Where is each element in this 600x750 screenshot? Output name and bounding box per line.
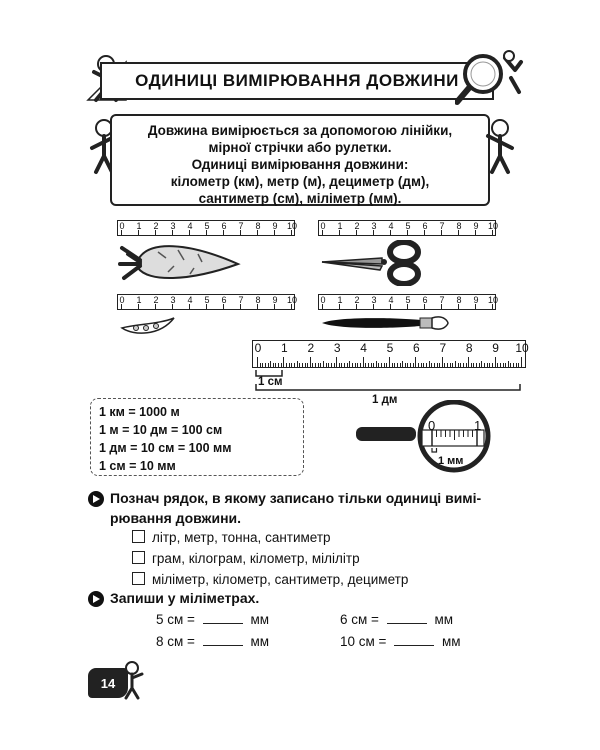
task1-prompt-line-2: рювання довжини.: [110, 510, 242, 526]
mascot-puzzle-icon: [120, 660, 146, 700]
ruler-minor-tick: [407, 363, 408, 367]
ruler-tick-label: 5: [204, 295, 210, 305]
ruler-minor-tick: [318, 363, 319, 367]
ruler-pod: [117, 294, 298, 310]
ruler-tick-label: 10: [286, 221, 298, 231]
option-2-text: грам, кілограм, кілометр, мілілітр: [152, 551, 360, 566]
ruler-tick-label: 0: [119, 295, 125, 305]
ruler-minor-tick: [312, 363, 313, 367]
ruler-tick-mark: [336, 357, 337, 367]
ruler-tick-label: 0: [320, 295, 326, 305]
ruler-tick-label: 10: [487, 221, 499, 231]
ruler-tick-mark: [415, 357, 416, 367]
ruler-minor-tick: [426, 363, 427, 367]
equation-10cm[interactable]: [340, 634, 461, 649]
ruler-tick-mark: [468, 357, 469, 367]
ruler-minor-tick: [510, 363, 511, 367]
ruler-tick-label: 3: [371, 295, 377, 305]
magnifier-label-1-mm: 1 мм: [438, 455, 464, 467]
ruler-minor-tick: [473, 363, 474, 367]
ruler-tick-label: 4: [388, 295, 394, 305]
ruler-tick-label: 1: [337, 295, 343, 305]
ruler-minor-tick: [260, 363, 261, 367]
ruler-tick-mark: [310, 357, 311, 367]
ruler-minor-tick: [297, 361, 298, 367]
magnifier-mascot-icon: [455, 48, 525, 106]
ruler-tick-label: 2: [354, 221, 360, 231]
ruler-minor-tick: [413, 363, 414, 367]
intro-line-4: кілометр (км), метр (м), дециметр (дм),: [170, 174, 430, 189]
units-box: [90, 398, 304, 476]
ruler-carrot: [117, 220, 298, 236]
task1-option-3[interactable]: [132, 572, 408, 587]
ruler-bracket-dm: [254, 382, 526, 394]
ruler-minor-tick: [268, 363, 269, 367]
ruler-tick-label: 8: [255, 221, 261, 231]
ruler-tick-mark: [283, 357, 284, 367]
ruler-minor-tick: [455, 361, 456, 367]
ruler-tick-label: 6: [422, 295, 428, 305]
task1-prompt-line-1: Познач рядок, в якому записано тільки одиниці вимі-: [110, 490, 482, 506]
ruler-minor-tick: [394, 363, 395, 367]
equation-6cm[interactable]: [340, 612, 453, 627]
ruler-tick-mark: [389, 357, 390, 367]
ruler-minor-tick: [429, 361, 430, 367]
ruler-minor-tick: [386, 363, 387, 367]
ruler-minor-tick: [320, 363, 321, 367]
ruler-tick-label: 10: [515, 341, 529, 355]
ruler-minor-tick: [439, 363, 440, 367]
ruler-minor-tick: [273, 363, 274, 367]
ruler-brush: [318, 294, 499, 310]
ruler-minor-tick: [299, 363, 300, 367]
ruler-minor-tick: [508, 361, 509, 367]
ruler-tick-label: 9: [473, 295, 479, 305]
ruler-tick-label: 5: [386, 341, 394, 355]
ruler-minor-tick: [418, 363, 419, 367]
ruler-tick-mark: [495, 357, 496, 367]
ruler-tick-label: 10: [286, 295, 298, 305]
ruler-tick-label: 1: [136, 221, 142, 231]
ruler-minor-tick: [466, 363, 467, 367]
ruler-minor-tick: [307, 363, 308, 367]
ruler-minor-tick: [421, 363, 422, 367]
option-3-text: міліметр, кілометр, сантиметр, дециметр: [152, 572, 409, 587]
ruler-tick-label: 5: [405, 295, 411, 305]
ruler-minor-tick: [278, 363, 279, 367]
ruler-tick-label: 7: [238, 221, 244, 231]
ruler-tick-label: 7: [439, 341, 447, 355]
ruler-minor-tick: [405, 363, 406, 367]
equation-left: 10 см =: [340, 634, 387, 649]
ruler-tick-label: 5: [405, 221, 411, 231]
intro-line-1: Довжина вимірюється за допомогою лінійки,: [147, 123, 453, 138]
ruler-minor-tick: [503, 363, 504, 367]
unit-fact-dm: 1 дм = 10 см = 100 мм: [99, 441, 232, 455]
ruler-minor-tick: [384, 363, 385, 367]
ruler-minor-tick: [289, 363, 290, 367]
ruler-minor-tick: [352, 363, 353, 367]
ruler-minor-tick: [331, 363, 332, 367]
equation-unit: мм: [250, 634, 270, 649]
ruler-tick-mark: [442, 357, 443, 367]
unit-fact-cm: 1 см = 10 мм: [99, 459, 176, 473]
ruler-tick-label: 9: [473, 221, 479, 231]
ruler-minor-tick: [437, 363, 438, 367]
ruler-minor-tick: [368, 363, 369, 367]
equation-left: 5 см =: [156, 612, 195, 627]
mascot-scroll-right-icon: [482, 118, 516, 176]
ruler-tick-label: 4: [187, 295, 193, 305]
ruler-tick-label: 3: [333, 341, 341, 355]
ruler-tick-label: 4: [360, 341, 367, 355]
equation-unit: мм: [434, 612, 454, 627]
ruler-tick-label: 2: [354, 295, 360, 305]
ruler-minor-tick: [471, 363, 472, 367]
ruler-tick-mark: [363, 357, 364, 367]
task2-prompt: [88, 590, 259, 607]
ruler-minor-tick: [360, 363, 361, 367]
ruler-tick-label: 3: [170, 221, 176, 231]
task1-prompt: [88, 488, 528, 528]
ruler-tick-label: 5: [204, 221, 210, 231]
magnifier-icon: [354, 400, 494, 480]
equation-unit: мм: [441, 634, 461, 649]
ruler-minor-tick: [400, 363, 401, 367]
ruler-minor-tick: [376, 361, 377, 367]
ruler-tick-label: 3: [371, 221, 377, 231]
intro-line-2: мірної стрічки або рулетки.: [208, 140, 392, 155]
ruler-tick-mark: [521, 357, 522, 367]
ruler-minor-tick: [294, 363, 295, 367]
ruler-minor-tick: [513, 363, 514, 367]
ruler-tick-label: 6: [221, 295, 227, 305]
unit-fact-km: 1 км = 1000 м: [99, 405, 180, 419]
ruler-minor-tick: [344, 363, 345, 367]
ruler-minor-tick: [497, 363, 498, 367]
option-1-text: літр, метр, тонна, сантиметр: [152, 530, 331, 545]
ruler-minor-tick: [339, 363, 340, 367]
ruler-minor-tick: [487, 363, 488, 367]
task1-option-1[interactable]: [132, 530, 331, 545]
ruler-minor-tick: [450, 363, 451, 367]
equation-unit: мм: [250, 612, 270, 627]
magnifier-tick-0: 0: [428, 418, 436, 433]
ruler-tick-label: 7: [439, 295, 445, 305]
ruler-minor-tick: [481, 361, 482, 367]
ruler-minor-tick: [452, 363, 453, 367]
page-title: ОДИНИЦІ ВИМІРЮВАННЯ ДОВЖИНИ: [100, 62, 494, 100]
ruler-minor-tick: [355, 363, 356, 367]
ruler-minor-tick: [518, 363, 519, 367]
ruler-minor-tick: [434, 363, 435, 367]
ruler-tick-label: 2: [307, 341, 315, 355]
ruler-minor-tick: [365, 363, 366, 367]
ruler-tick-label: 9: [272, 295, 278, 305]
ruler-minor-tick: [323, 361, 324, 367]
ruler-tick-label: 10: [487, 295, 499, 305]
ruler-tick-label: 4: [388, 221, 394, 231]
checkbox-option-1[interactable]: [132, 530, 145, 543]
ruler-minor-tick: [479, 363, 480, 367]
ruler-minor-tick: [349, 361, 350, 367]
ruler-tick-label: 1: [136, 295, 142, 305]
ruler-tick-label: 2: [153, 295, 159, 305]
ruler-minor-tick: [444, 363, 445, 367]
ruler-minor-tick: [357, 363, 358, 367]
unit-fact-m: 1 м = 10 дм = 100 см: [99, 423, 223, 437]
equation-left: 6 см =: [340, 612, 379, 627]
ruler-minor-tick: [402, 361, 403, 367]
ruler-minor-tick: [484, 363, 485, 367]
ruler-minor-tick: [378, 363, 379, 367]
intro-line-5: сантиметр (см), міліметр (мм).: [198, 191, 402, 206]
big-ruler: [252, 340, 529, 368]
ruler-tick-label: 7: [439, 221, 445, 231]
ruler-tick-label: 1: [281, 341, 288, 355]
ruler-minor-tick: [381, 363, 382, 367]
page-number: 14: [88, 668, 128, 698]
ruler-minor-tick: [270, 361, 271, 367]
ruler-minor-tick: [489, 363, 490, 367]
task1-option-2[interactable]: [132, 551, 360, 566]
equation-5cm[interactable]: [156, 612, 269, 627]
ruler-minor-tick: [315, 363, 316, 367]
ruler-tick-label: 9: [492, 341, 499, 355]
ruler-tick-label: 4: [187, 221, 193, 231]
checkbox-option-3[interactable]: [132, 572, 145, 585]
intro-box: [110, 114, 490, 206]
ruler-tick-label: 7: [238, 295, 244, 305]
ruler-tick-label: 9: [272, 221, 278, 231]
ruler-minor-tick: [328, 363, 329, 367]
task2-prompt-text: Запиши у міліметрах.: [110, 590, 260, 606]
ruler-tick-label: 0: [254, 341, 262, 355]
ruler-minor-tick: [505, 363, 506, 367]
ruler-tick-label: 6: [221, 221, 227, 231]
task-arrow-icon: [88, 591, 104, 607]
ruler-minor-tick: [463, 363, 464, 367]
ruler-tick-mark: [257, 357, 258, 367]
ruler-minor-tick: [371, 363, 372, 367]
ruler-minor-tick: [305, 363, 306, 367]
ruler-minor-tick: [347, 363, 348, 367]
ruler-minor-tick: [476, 363, 477, 367]
ruler-minor-tick: [291, 363, 292, 367]
magnifier-tick-1: 1: [474, 418, 482, 433]
ruler-minor-tick: [431, 363, 432, 367]
task-arrow-icon: [88, 491, 104, 507]
equation-8cm[interactable]: [156, 634, 269, 649]
ruler-tick-label: 8: [456, 295, 462, 305]
checkbox-option-2[interactable]: [132, 551, 145, 564]
ruler-minor-tick: [334, 363, 335, 367]
label-1-dm: 1 дм: [372, 394, 398, 406]
carrot-icon: [118, 238, 244, 288]
ruler-minor-tick: [516, 363, 517, 367]
ruler-tick-label: 8: [255, 295, 261, 305]
ruler-tick-label: 0: [320, 221, 326, 231]
ruler-minor-tick: [262, 363, 263, 367]
label-1-cm: 1 см: [258, 376, 283, 388]
ruler-tick-label: 3: [170, 295, 176, 305]
pea-pod-icon: [120, 314, 176, 336]
ruler-tick-label: 6: [413, 341, 420, 355]
ruler-minor-tick: [326, 363, 327, 367]
ruler-minor-tick: [373, 363, 374, 367]
scissors-icon: [320, 240, 426, 286]
ruler-minor-tick: [341, 363, 342, 367]
ruler-tick-label: 8: [465, 341, 473, 355]
intro-line-3: Одиниці вимірювання довжини:: [191, 157, 409, 172]
ruler-minor-tick: [302, 363, 303, 367]
ruler-minor-tick: [397, 363, 398, 367]
ruler-minor-tick: [460, 363, 461, 367]
ruler-minor-tick: [410, 363, 411, 367]
ruler-tick-label: 1: [337, 221, 343, 231]
ruler-minor-tick: [275, 363, 276, 367]
ruler-minor-tick: [281, 363, 282, 367]
ruler-scissors: [318, 220, 499, 236]
ruler-tick-label: 6: [422, 221, 428, 231]
ruler-tick-label: 2: [153, 221, 159, 231]
ruler-tick-label: 0: [119, 221, 125, 231]
ruler-minor-tick: [423, 363, 424, 367]
ruler-minor-tick: [492, 363, 493, 367]
paintbrush-icon: [320, 312, 450, 334]
ruler-minor-tick: [500, 363, 501, 367]
ruler-minor-tick: [286, 363, 287, 367]
ruler-tick-label: 8: [456, 221, 462, 231]
ruler-minor-tick: [458, 363, 459, 367]
ruler-minor-tick: [392, 363, 393, 367]
ruler-minor-tick: [447, 363, 448, 367]
equation-left: 8 см =: [156, 634, 195, 649]
ruler-minor-tick: [265, 363, 266, 367]
